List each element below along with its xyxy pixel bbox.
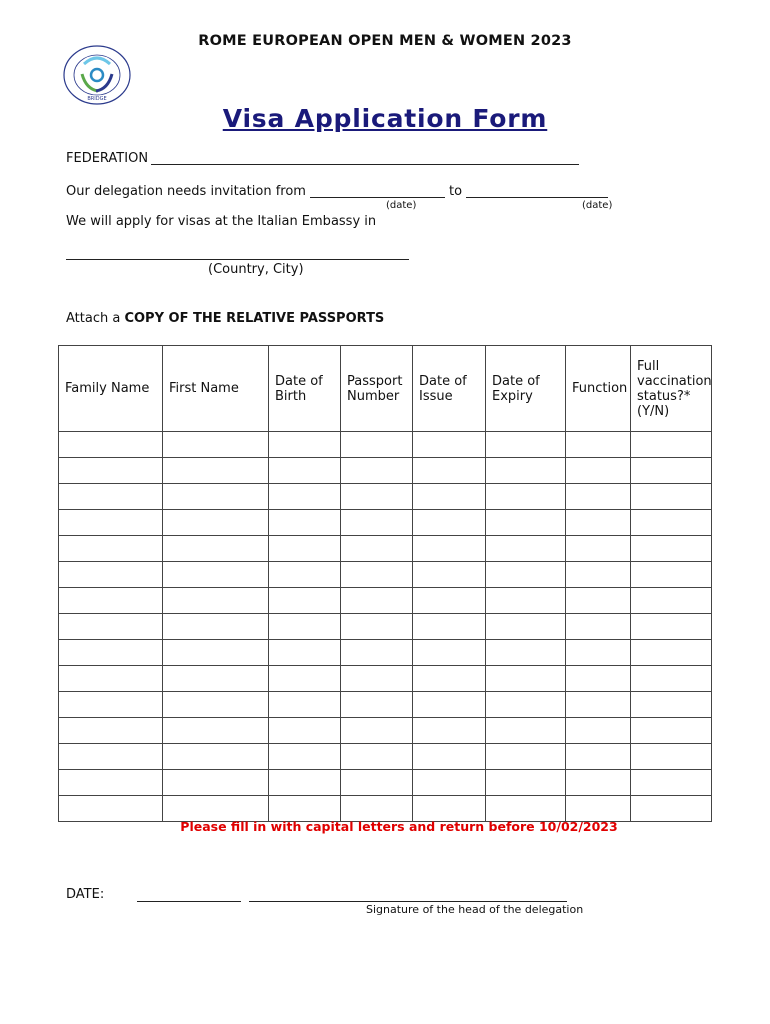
table-row [59,588,712,614]
table-cell[interactable] [269,796,341,822]
table-header-row [59,346,712,432]
table-cell[interactable] [163,666,269,692]
table-cell[interactable] [566,770,631,796]
table-row [59,484,712,510]
column-header: Family Name [59,346,163,432]
table-cell[interactable] [631,718,712,744]
table-cell[interactable] [59,588,163,614]
table-row [59,536,712,562]
table-cell[interactable] [269,536,341,562]
table-cell[interactable] [566,588,631,614]
table-cell[interactable] [631,536,712,562]
table-cell[interactable] [413,484,486,510]
table-cell[interactable] [486,432,566,458]
table-cell[interactable] [269,666,341,692]
table-cell[interactable] [59,432,163,458]
table-cell[interactable] [486,588,566,614]
table-cell[interactable] [413,510,486,536]
table-cell[interactable] [341,510,413,536]
table-cell[interactable] [341,588,413,614]
column-header: Date of Issue [413,346,486,432]
table-cell[interactable] [163,614,269,640]
event-title: ROME EUROPEAN OPEN MEN & WOMEN 2023 [198,33,572,49]
table-cell[interactable] [269,432,341,458]
table-cell[interactable] [341,484,413,510]
column-header: Passport Number [341,346,413,432]
signature-caption: Signature of the head of the delegation [366,903,584,916]
table-cell[interactable] [163,432,269,458]
table-cell[interactable] [566,432,631,458]
table-cell[interactable] [413,588,486,614]
column-header: Date of Birth [269,346,341,432]
from-date-hint: (date) [386,200,417,211]
form-title: Visa Application Form [222,104,548,133]
table-cell[interactable] [486,484,566,510]
table-cell[interactable] [59,562,163,588]
table-cell[interactable] [413,536,486,562]
table-cell[interactable] [59,510,163,536]
table-cell[interactable] [341,666,413,692]
passport-table [58,345,712,822]
table-cell[interactable] [631,796,712,822]
table-cell[interactable] [59,692,163,718]
table-cell[interactable] [269,458,341,484]
table-cell[interactable] [59,536,163,562]
table-cell[interactable] [59,640,163,666]
table-cell[interactable] [269,510,341,536]
table-cell[interactable] [269,770,341,796]
table-row [59,562,712,588]
table-cell[interactable] [631,692,712,718]
signature-field[interactable] [249,901,567,902]
table-cell[interactable] [566,614,631,640]
federation-logo [62,44,132,106]
invitation-text: Our delegation needs invitation from [66,184,306,199]
table-cell[interactable] [341,458,413,484]
table-cell[interactable] [269,744,341,770]
table-cell[interactable] [269,614,341,640]
attach-prefix: Attach a [66,311,125,326]
table-cell[interactable] [163,458,269,484]
table-cell[interactable] [413,614,486,640]
table-row [59,692,712,718]
table-cell[interactable] [341,432,413,458]
table-cell[interactable] [413,432,486,458]
table-cell[interactable] [163,770,269,796]
table-row [59,796,712,822]
table-cell[interactable] [486,692,566,718]
table-cell[interactable] [341,614,413,640]
table-cell[interactable] [566,666,631,692]
table-cell[interactable] [631,744,712,770]
table-row [59,744,712,770]
table-cell[interactable] [163,744,269,770]
table-cell[interactable] [413,770,486,796]
table-cell[interactable] [413,692,486,718]
table-cell[interactable] [163,692,269,718]
table-cell[interactable] [631,562,712,588]
invitation-from-date-field[interactable] [310,197,445,198]
table-cell[interactable] [341,536,413,562]
table-cell[interactable] [566,510,631,536]
table-cell[interactable] [163,484,269,510]
column-header: Function [566,346,631,432]
table-cell[interactable] [163,640,269,666]
table-cell[interactable] [341,640,413,666]
table-cell[interactable] [631,770,712,796]
table-cell[interactable] [566,744,631,770]
table-cell[interactable] [341,796,413,822]
table-cell[interactable] [413,796,486,822]
table-cell[interactable] [486,562,566,588]
table-row [59,770,712,796]
table-cell[interactable] [486,614,566,640]
embassy-location-field[interactable] [66,259,409,260]
table-cell[interactable] [163,718,269,744]
table-cell[interactable] [566,484,631,510]
table-cell[interactable] [566,692,631,718]
table-cell[interactable] [486,536,566,562]
table-cell[interactable] [631,484,712,510]
table-cell[interactable] [631,510,712,536]
table-cell[interactable] [341,744,413,770]
table-cell[interactable] [566,458,631,484]
to-label: to [449,184,463,199]
table-cell[interactable] [269,588,341,614]
date-field[interactable] [137,901,241,902]
table-row [59,510,712,536]
table-cell[interactable] [269,692,341,718]
table-row [59,666,712,692]
table-cell[interactable] [59,666,163,692]
table-cell[interactable] [631,640,712,666]
table-cell[interactable] [269,718,341,744]
table-cell[interactable] [566,536,631,562]
table-cell[interactable] [59,484,163,510]
country-city-hint: (Country, City) [208,262,304,277]
embassy-text: We will apply for visas at the Italian Embassy in [66,214,377,229]
table-cell[interactable] [413,744,486,770]
table-cell[interactable] [486,770,566,796]
table-cell[interactable] [269,640,341,666]
attach-instruction [66,311,384,326]
table-row [59,458,712,484]
table-cell[interactable] [163,796,269,822]
table-cell[interactable] [631,614,712,640]
column-header: Full vaccination status?* (Y/N) [631,346,712,432]
table-cell[interactable] [486,666,566,692]
table-cell[interactable] [59,614,163,640]
table-cell[interactable] [566,640,631,666]
table-cell[interactable] [566,796,631,822]
table-cell[interactable] [631,458,712,484]
table-cell[interactable] [486,640,566,666]
table-row [59,614,712,640]
to-date-hint: (date) [582,200,613,211]
federation-label: FEDERATION [66,151,149,166]
table-cell[interactable] [413,666,486,692]
table-cell[interactable] [341,562,413,588]
table-cell[interactable] [413,718,486,744]
table-cell[interactable] [269,562,341,588]
table-cell[interactable] [341,718,413,744]
svg-text:BRIDGE: BRIDGE [87,96,107,102]
table-cell[interactable] [59,458,163,484]
table-cell[interactable] [486,796,566,822]
table-cell[interactable] [566,562,631,588]
return-instruction: Please fill in with capital letters and return before 10/02/2023 [180,819,618,834]
column-header: Date of Expiry [486,346,566,432]
table-cell[interactable] [486,718,566,744]
table-cell[interactable] [163,588,269,614]
table-cell[interactable] [341,770,413,796]
table-cell[interactable] [269,484,341,510]
federation-field[interactable] [151,164,579,165]
table-cell[interactable] [59,744,163,770]
table-row [59,718,712,744]
table-cell[interactable] [486,510,566,536]
column-header: First Name [163,346,269,432]
table-row [59,640,712,666]
attach-bold: COPY OF THE RELATIVE PASSPORTS [124,311,385,326]
table-cell[interactable] [413,458,486,484]
table-cell[interactable] [631,666,712,692]
table-cell[interactable] [341,692,413,718]
table-row [59,432,712,458]
table-cell[interactable] [486,458,566,484]
date-label: DATE: [66,887,105,902]
table-cell[interactable] [59,770,163,796]
table-cell[interactable] [486,744,566,770]
table-cell[interactable] [59,796,163,822]
table-cell[interactable] [566,718,631,744]
table-cell[interactable] [631,432,712,458]
table-cell[interactable] [163,510,269,536]
table-cell[interactable] [163,562,269,588]
table-cell[interactable] [59,718,163,744]
invitation-to-date-field[interactable] [466,197,608,198]
table-cell[interactable] [631,588,712,614]
table-cell[interactable] [413,640,486,666]
table-cell[interactable] [163,536,269,562]
table-cell[interactable] [413,562,486,588]
